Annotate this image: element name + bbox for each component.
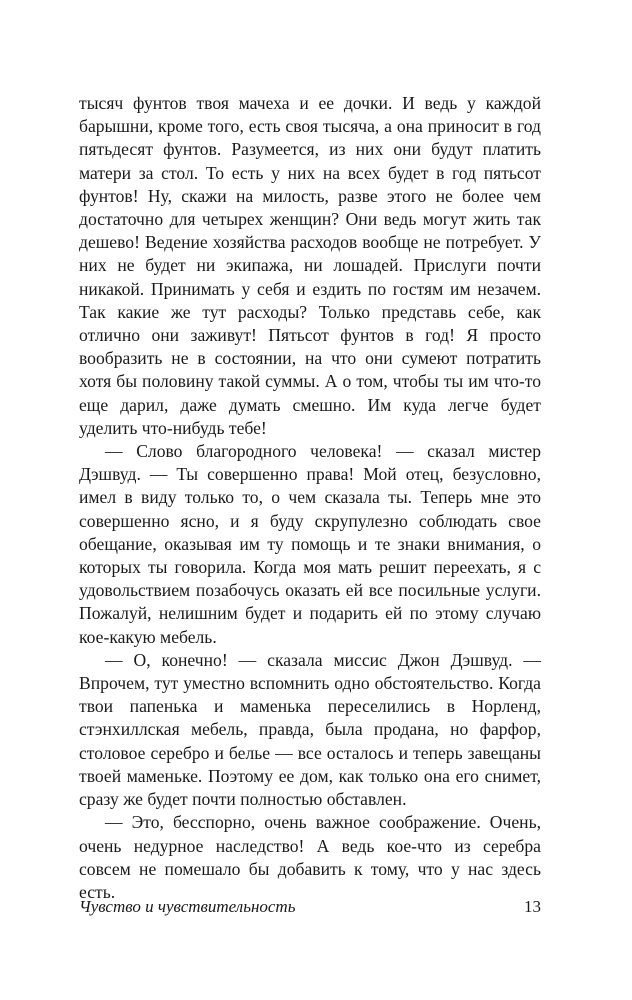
paragraph-1: тысяч фунтов твоя мачеха и ее дочки. И ведь у каждой барышни, кроме того, есть своя тысяча, а она приносит в год пятьдесят фунтов. Разумеется, из них они будут платить матери за стол. То есть у них на всех будет в год пятьсот фунтов! Ну, скажи на милость, разве этого не более чем достаточно для четырех женщин? Они ведь могут жить так дешево! Ведение хозяйства расходов вообще не потребует. У них не будет ни экипажа, ни лошадей. Прислуги почти никакой. Принимать у себя и ездить по гостям им незачем. Так какие же тут расходы? Только представь себе, как отлично они заживут! Пятьсот фунтов в год! Я просто вообразить не в состоянии, на что они сумеют потратить хотя бы половину такой суммы. А о том, чтобы ты им что-то еще дарил, даже думать смешно. Им куда легче будет уделить что-нибудь тебе!: [79, 93, 541, 438]
running-title: Чувство и чувствительность: [79, 897, 296, 916]
page-footer: [79, 896, 541, 918]
paragraph-4: — Это, бесспорно, очень важное соображение. Очень, очень недурное наследство! А ведь кое-что из серебра совсем не помешало бы добавить к тому, что у нас здесь есть.: [79, 812, 541, 902]
body-text: [79, 92, 541, 904]
paragraph-3: — О, конечно! — сказала миссис Джон Дэшвуд. — Впрочем, тут уместно вспомнить одно обстоятельство. Когда твои папенька и маменька переселились в Норленд, стэнхиллская мебель, правда, была продана, но фарфор, столовое серебро и белье — все осталось и теперь завещаны твоей маменьке. Поэтому ее дом, как только она его снимет, сразу же будет почти полностью обставлен.: [79, 649, 541, 810]
paragraph-2: — Слово благородного человека! — сказал мистер Дэшвуд. — Ты совершенно права! Мой отец, безусловно, имел в виду только то, о чем сказала ты. Теперь мне это совершенно ясно, и я буду скрупулезно соблюдать свое обещание, оказывая им ту помощь и те знаки внимания, о которых ты говорила. Когда моя мать решит переехать, я с удовольствием позабочусь оказать ей все посильные услуги. Пожалуй, нелишним будет и подарить ей по этому случаю кое-какую мебель.: [79, 441, 541, 647]
page-number: 13: [524, 897, 541, 916]
